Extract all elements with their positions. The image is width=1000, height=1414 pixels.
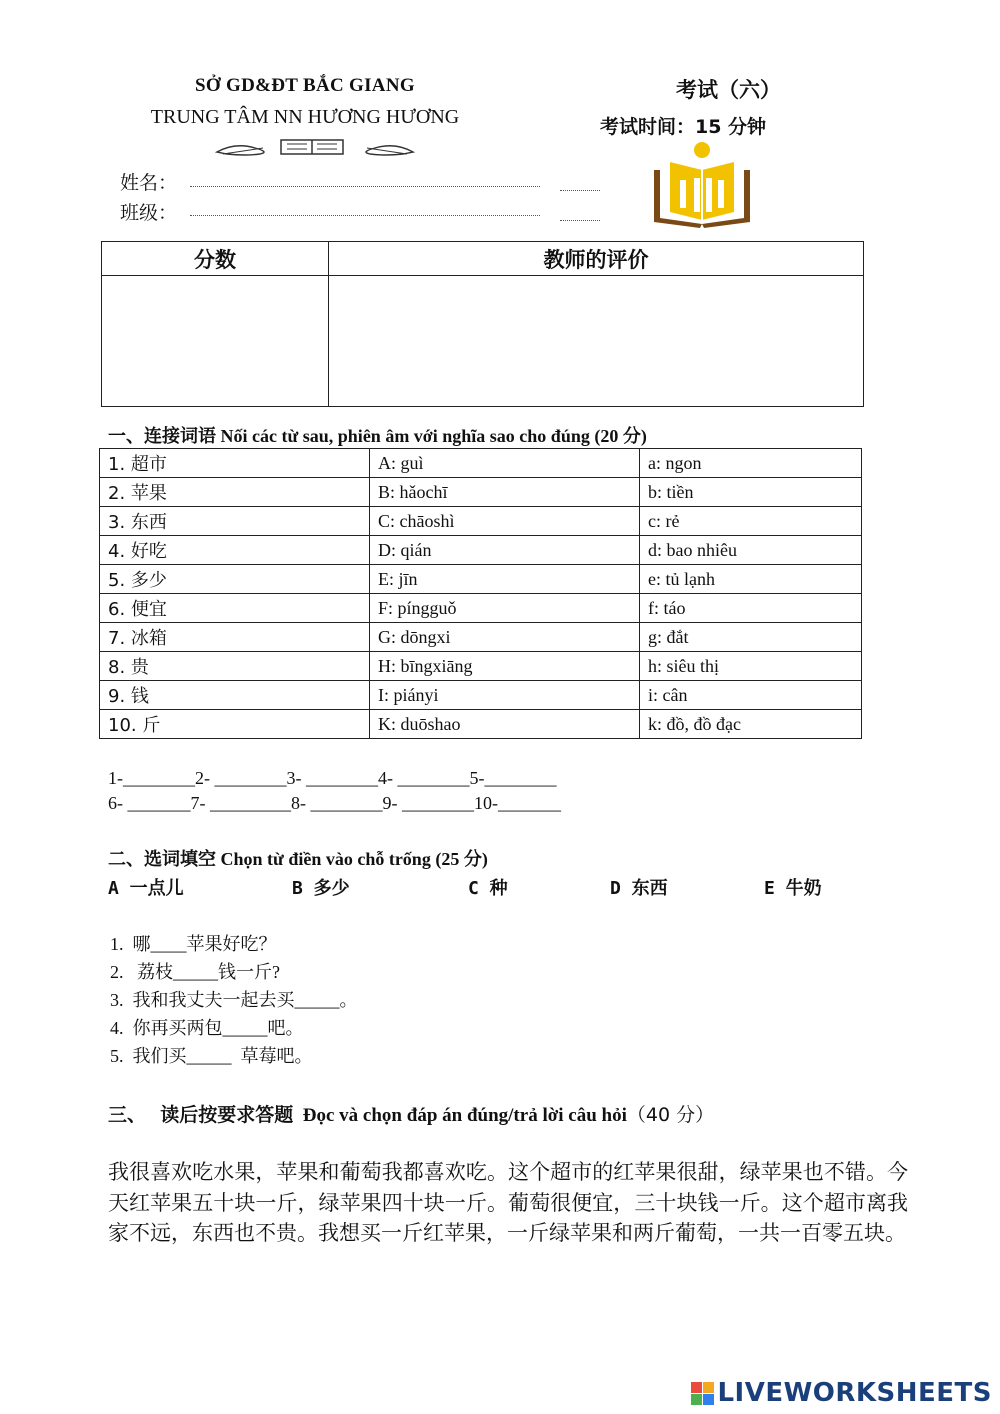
matching-cell-hanzi: 8. 贵 <box>100 652 370 681</box>
matching-cell-meaning: h: siêu thị <box>640 652 862 681</box>
ornament-divider <box>215 136 415 163</box>
matching-row <box>100 507 862 536</box>
matching-cell-meaning: g: đắt <box>640 623 862 652</box>
option-e: E 牛奶 <box>764 878 822 899</box>
matching-cell-pinyin: B: hǎochī <box>370 478 640 507</box>
center-title: TRUNG TÂM NN HƯƠNG HƯƠNG <box>150 106 460 128</box>
option-c: C 种 <box>468 878 508 899</box>
name-field-extra <box>560 190 600 191</box>
section3-title-vi: Đọc và chọn đáp án đúng/trả lời câu hỏi <box>302 1105 627 1126</box>
section2-title-vi: Chọn từ điền vào chỗ trống (25 分) <box>220 849 488 869</box>
matching-table <box>99 448 862 739</box>
matching-cell-meaning: c: rẻ <box>640 507 862 536</box>
score-table <box>101 241 864 407</box>
matching-row <box>100 594 862 623</box>
class-field-extra <box>560 220 600 221</box>
matching-cell-pinyin: C: chāoshì <box>370 507 640 536</box>
matching-cell-meaning: a: ngon <box>640 449 862 478</box>
section3-points: （40 分） <box>626 1104 715 1126</box>
section3-title <box>108 1100 714 1127</box>
matching-cell-meaning: e: tủ lạnh <box>640 565 862 594</box>
teacher-comment-cell[interactable] <box>329 276 864 407</box>
section3-number: 三、 <box>108 1104 147 1126</box>
matching-cell-meaning: k: đồ, đồ đạc <box>640 710 862 739</box>
matching-cell-hanzi: 9. 钱 <box>100 681 370 710</box>
section2-title-zh: 二、选词填空 <box>108 849 216 870</box>
option-a: A 一点儿 <box>108 878 184 899</box>
matching-cell-pinyin: A: guì <box>370 449 640 478</box>
matching-cell-meaning: f: táo <box>640 594 862 623</box>
matching-row <box>100 478 862 507</box>
matching-cell-meaning: i: cân <box>640 681 862 710</box>
matching-row <box>100 623 862 652</box>
matching-cell-hanzi: 2. 苹果 <box>100 478 370 507</box>
matching-cell-pinyin: K: duōshao <box>370 710 640 739</box>
matching-cell-hanzi: 3. 东西 <box>100 507 370 536</box>
matching-row <box>100 710 862 739</box>
answer-line-1[interactable]: 1-________2- ________3- ________4- ________5-________ <box>108 768 557 788</box>
matching-cell-hanzi: 10. 斤 <box>100 710 370 739</box>
matching-row <box>100 652 862 681</box>
matching-cell-hanzi: 7. 冰箱 <box>100 623 370 652</box>
section3-title-zh: 读后按要求答题 <box>160 1104 294 1126</box>
question-3[interactable]: 3. 我和我丈夫一起去买_____。 <box>110 990 358 1010</box>
matching-cell-meaning: d: bao nhiêu <box>640 536 862 565</box>
name-label: 姓名： <box>120 172 178 194</box>
matching-cell-pinyin: H: bīngxiāng <box>370 652 640 681</box>
matching-cell-hanzi: 1. 超市 <box>100 449 370 478</box>
answer-line-2[interactable]: 6- _______7- _________8- ________9- ________10-_______ <box>108 793 561 813</box>
watermark-text: LIVEWORKSHEETS <box>717 1378 992 1408</box>
exam-time: 考试时间：15 分钟 <box>600 116 767 138</box>
option-d: D 东西 <box>610 878 668 899</box>
name-field[interactable] <box>190 186 540 187</box>
class-field[interactable] <box>190 215 540 216</box>
section1-title-vi: Nối các từ sau, phiên âm với nghĩa sao cho đúng (20 分) <box>220 426 647 446</box>
question-4[interactable]: 4. 你再买两包_____吧。 <box>110 1018 304 1038</box>
reading-passage: 我很喜欢吃水果，苹果和葡萄我都喜欢吃。这个超市的红苹果很甜，绿苹果也不错。今天红苹果五十块一斤，绿苹果四十块一斤。葡萄很便宜，三十块钱一斤。这个超市离我家不远，东西也不贵。我想买一斤红苹果，一斤绿苹果和两斤葡萄，一共一百零五块。 <box>108 1160 908 1245</box>
matching-cell-hanzi: 5. 多少 <box>100 565 370 594</box>
option-b: B 多少 <box>292 878 350 899</box>
matching-cell-meaning: b: tiền <box>640 478 862 507</box>
matching-cell-hanzi: 6. 便宜 <box>100 594 370 623</box>
question-5[interactable]: 5. 我们买_____ 草莓吧。 <box>110 1046 313 1066</box>
matching-cell-pinyin: F: píngguǒ <box>370 594 640 623</box>
score-cell[interactable] <box>102 276 329 407</box>
score-header: 分数 <box>102 242 329 276</box>
class-label: 班级： <box>120 202 178 224</box>
matching-cell-pinyin: D: qián <box>370 536 640 565</box>
question-1[interactable]: 1. 哪____苹果好吃？ <box>110 934 277 954</box>
matching-row <box>100 536 862 565</box>
section1-title-zh: 一、连接词语 <box>108 426 216 447</box>
matching-row <box>100 565 862 594</box>
section1-title <box>108 422 647 448</box>
matching-row <box>100 681 862 710</box>
matching-cell-pinyin: E: jīn <box>370 565 640 594</box>
matching-cell-hanzi: 4. 好吃 <box>100 536 370 565</box>
teacher-comment-header: 教师的评价 <box>329 242 864 276</box>
liveworksheets-watermark <box>691 1378 992 1408</box>
matching-row <box>100 449 862 478</box>
exam-title: 考试（六） <box>676 78 781 102</box>
section2-title <box>108 845 488 871</box>
liveworksheets-logo-icon <box>691 1382 714 1405</box>
matching-cell-pinyin: I: piányi <box>370 681 640 710</box>
matching-cell-pinyin: G: dōngxi <box>370 623 640 652</box>
school-logo <box>650 140 754 233</box>
department-title: SỞ GD&ĐT BẮC GIANG <box>195 75 415 96</box>
question-2[interactable]: 2. 荔枝_____钱一斤? <box>110 962 280 982</box>
